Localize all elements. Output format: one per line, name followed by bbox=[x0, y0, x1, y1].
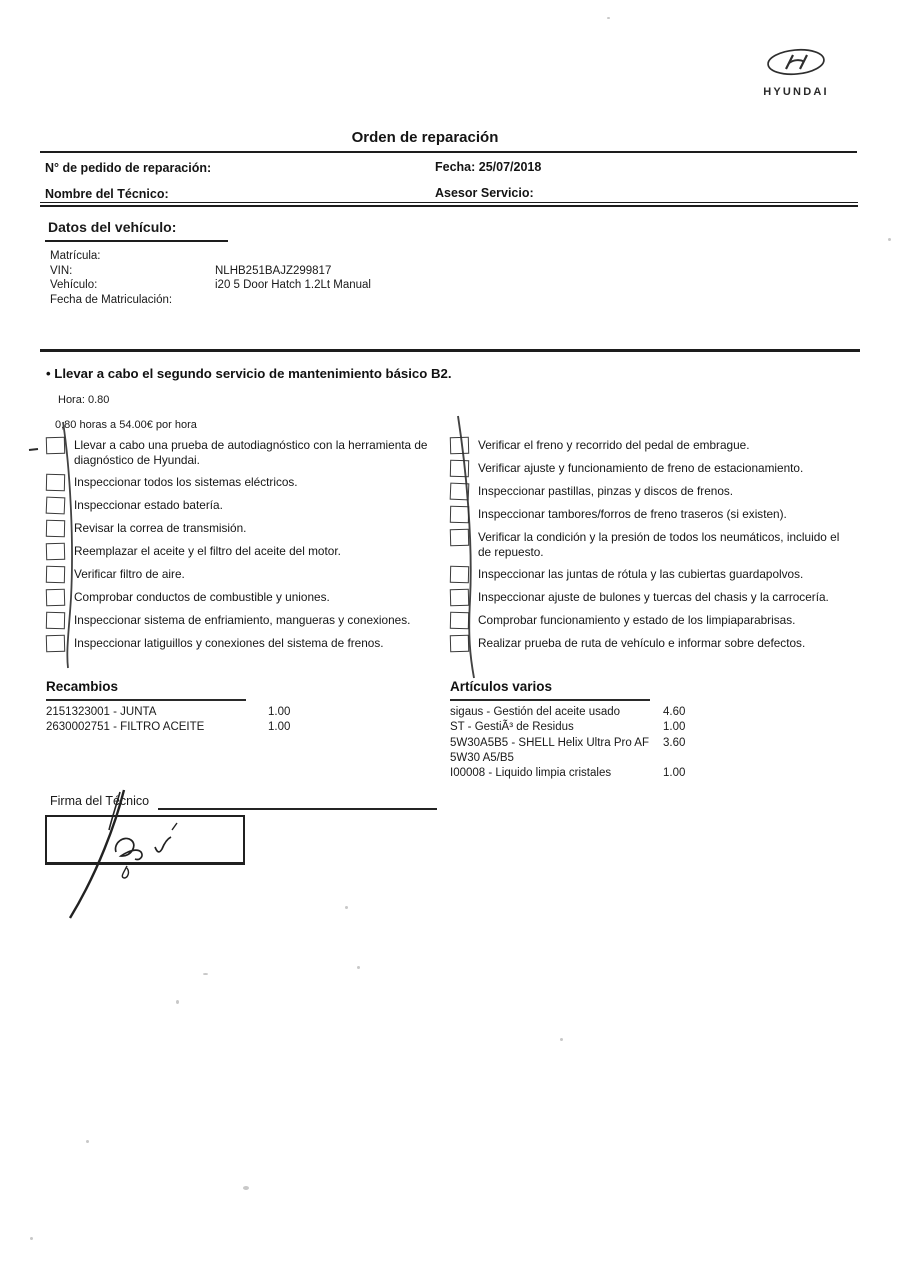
checkbox bbox=[450, 506, 469, 523]
part-item: 2151323001 - JUNTA bbox=[46, 706, 157, 718]
checkbox bbox=[450, 483, 470, 501]
checkbox bbox=[46, 635, 65, 653]
checklist-item bbox=[450, 460, 852, 477]
service-rate: 0,80 horas a 54.00€ por hora bbox=[55, 419, 197, 431]
signature-line bbox=[158, 808, 437, 810]
checklist-item-label: Verificar el freno y recorrido del pedal de embrague. bbox=[478, 438, 750, 452]
scan-speck bbox=[345, 906, 348, 909]
checkbox bbox=[46, 543, 65, 561]
scan-speck bbox=[607, 17, 610, 19]
article-qty: 1.00 bbox=[663, 767, 686, 780]
vehicle-field-row bbox=[50, 264, 550, 279]
margin-dash bbox=[29, 449, 38, 450]
hyundai-oval-h-icon bbox=[748, 46, 844, 80]
checklist-item-label: Llevar a cabo una prueba de autodiagnóstico con la herramienta de diagnóstico de Hyundai. bbox=[74, 438, 428, 467]
checklist-item-label: Inspeccionar tambores/forros de freno traseros (si existen). bbox=[478, 507, 787, 521]
checklist-item bbox=[450, 506, 852, 523]
header-divider bbox=[40, 202, 858, 203]
articles-row bbox=[450, 720, 852, 735]
articles-row bbox=[450, 766, 852, 781]
part-item: 2630002751 - FILTRO ACEITE bbox=[46, 721, 205, 734]
checkbox bbox=[450, 529, 469, 547]
vin-label: VIN: bbox=[50, 264, 73, 277]
signature-box bbox=[45, 815, 245, 865]
checklist-item bbox=[46, 497, 438, 514]
title-divider bbox=[40, 151, 857, 153]
article-item: ST - GestiÃ³ de Residus bbox=[450, 721, 574, 734]
checklist-item-label: Inspeccionar ajuste de bulones y tuercas del chasis y la carrocería. bbox=[478, 590, 829, 604]
scan-speck bbox=[243, 1186, 249, 1190]
article-qty: 3.60 bbox=[663, 736, 686, 749]
date-label: Fecha: 25/07/2018 bbox=[435, 160, 542, 174]
header-divider-2 bbox=[40, 205, 858, 207]
scan-speck bbox=[86, 1140, 89, 1143]
checklist-item-label: Verificar filtro de aire. bbox=[74, 567, 185, 581]
checklist-item bbox=[450, 612, 852, 629]
section-divider bbox=[40, 349, 860, 352]
scan-speck bbox=[357, 966, 360, 969]
signature-ink bbox=[122, 866, 128, 878]
checklist-item bbox=[46, 566, 438, 583]
checkbox bbox=[450, 612, 469, 629]
checklist-item-label: Verificar la condición y la presión de todos los neumáticos, incluido el de repuesto. bbox=[478, 530, 840, 559]
checklist-item bbox=[46, 589, 438, 606]
article-item: I00008 - Liquido limpia cristales bbox=[450, 767, 612, 780]
checkbox bbox=[46, 520, 65, 537]
articles-section-title: Artículos varios bbox=[450, 679, 553, 694]
checklist-item bbox=[450, 566, 852, 583]
page-title: Orden de reparación bbox=[351, 129, 499, 146]
order-number-label: N° de pedido de reparación: bbox=[45, 161, 212, 175]
checklist-item-label: Comprobar funcionamiento y estado de los limpiaparabrisas. bbox=[478, 613, 796, 627]
checklist-item-label: Inspeccionar pastillas, pinzas y discos de frenos. bbox=[478, 484, 734, 498]
checkbox bbox=[46, 566, 65, 583]
scan-speck bbox=[888, 238, 891, 241]
scan-speck bbox=[560, 1038, 563, 1041]
checklist-item-label: Inspeccionar sistema de enfriamiento, mangueras y conexiones. bbox=[74, 613, 411, 627]
vehicle-title-underline bbox=[45, 240, 228, 242]
checklist-item-label: Inspeccionar las juntas de rótula y las cubiertas guardapolvos. bbox=[478, 567, 804, 581]
parts-title-underline bbox=[46, 699, 246, 701]
parts-section-title: Recambios bbox=[46, 679, 119, 694]
articles-row bbox=[450, 705, 852, 720]
article-qty: 4.60 bbox=[663, 706, 686, 718]
vehiculo-label: Vehículo: bbox=[50, 279, 98, 292]
checkbox bbox=[450, 460, 469, 477]
vehicle-fields bbox=[50, 249, 550, 307]
checkbox bbox=[46, 497, 66, 515]
articles-row bbox=[450, 736, 852, 767]
checklist-item-label: Inspeccionar latiguillos y conexiones del sistema de frenos. bbox=[74, 636, 384, 650]
articles-section bbox=[450, 679, 852, 781]
checkbox bbox=[46, 437, 65, 455]
checklist-item-label: Inspeccionar estado batería. bbox=[74, 498, 223, 512]
checklist-item-label: Realizar prueba de ruta de vehículo e informar sobre defectos. bbox=[478, 636, 806, 650]
checklist-item bbox=[46, 520, 438, 537]
technician-signature-label: Firma del Técnico bbox=[50, 794, 150, 808]
registration-date-label: Fecha de Matriculación: bbox=[50, 293, 173, 306]
vehiculo-value: i20 5 Door Hatch 1.2Lt Manual bbox=[215, 279, 371, 292]
checklist-item bbox=[450, 589, 852, 606]
technician-name-label: Nombre del Técnico: bbox=[45, 187, 169, 201]
article-item: sigaus - Gestión del aceite usado bbox=[450, 706, 621, 718]
checklist-item-label: Revisar la correa de transmisión. bbox=[74, 521, 247, 535]
service-advisor-label: Asesor Servicio: bbox=[435, 186, 534, 200]
checklist-item bbox=[46, 437, 438, 468]
checklist-item bbox=[450, 437, 852, 454]
vin-value: NLHB251BAJZ299817 bbox=[215, 264, 332, 277]
registration-date-value bbox=[215, 293, 550, 308]
checklist-item bbox=[450, 529, 852, 560]
scan-speck bbox=[203, 973, 208, 975]
checklist-right-column bbox=[450, 437, 852, 658]
checkbox bbox=[450, 566, 469, 583]
scan-speck bbox=[30, 1237, 33, 1240]
checklist-item bbox=[46, 543, 438, 560]
service-heading: • Llevar a cabo el segundo servicio de mantenimiento básico B2. bbox=[46, 366, 452, 381]
checklist-left-column bbox=[46, 437, 438, 658]
article-item: 5W30A5B5 - SHELL Helix Ultra Pro AF 5W30 A5/B5 bbox=[450, 736, 649, 764]
article-qty: 1.00 bbox=[663, 721, 686, 734]
checklist-item-label: Inspeccionar todos los sistemas eléctricos. bbox=[74, 475, 298, 489]
service-hours: Hora: 0.80 bbox=[58, 394, 110, 406]
vehicle-section-title: Datos del vehículo: bbox=[48, 219, 177, 235]
part-qty: 1.00 bbox=[268, 721, 291, 734]
parts-row bbox=[46, 720, 438, 735]
checkbox bbox=[450, 635, 469, 653]
parts-row bbox=[46, 705, 438, 720]
checklist-item-label: Comprobar conductos de combustible y uniones. bbox=[74, 590, 330, 604]
checklist-item bbox=[46, 474, 438, 491]
checkbox bbox=[46, 474, 65, 491]
matricula-value bbox=[215, 249, 550, 264]
scan-speck bbox=[176, 1000, 179, 1004]
checklist-item bbox=[46, 612, 438, 629]
hyundai-wordmark: HYUNDAI bbox=[763, 86, 829, 98]
checkbox bbox=[46, 589, 65, 607]
matricula-label: Matrícula: bbox=[50, 250, 101, 262]
checklist-item-label: Verificar ajuste y funcionamiento de freno de estacionamiento. bbox=[478, 461, 804, 475]
checkbox bbox=[450, 437, 469, 455]
articles-title-underline bbox=[450, 699, 650, 701]
vehicle-field-row bbox=[50, 249, 550, 264]
checkbox bbox=[450, 589, 469, 607]
checklist-item bbox=[450, 483, 852, 500]
hyundai-logo bbox=[748, 46, 844, 98]
checklist-item-label: Reemplazar el aceite y el filtro del aceite del motor. bbox=[74, 544, 341, 558]
checkbox bbox=[46, 612, 65, 629]
checklist-item bbox=[46, 635, 438, 652]
vehicle-field-row bbox=[50, 293, 550, 308]
parts-section bbox=[46, 679, 438, 736]
checklist-item bbox=[450, 635, 852, 652]
part-qty: 1.00 bbox=[268, 706, 291, 718]
vehicle-field-row bbox=[50, 278, 550, 293]
